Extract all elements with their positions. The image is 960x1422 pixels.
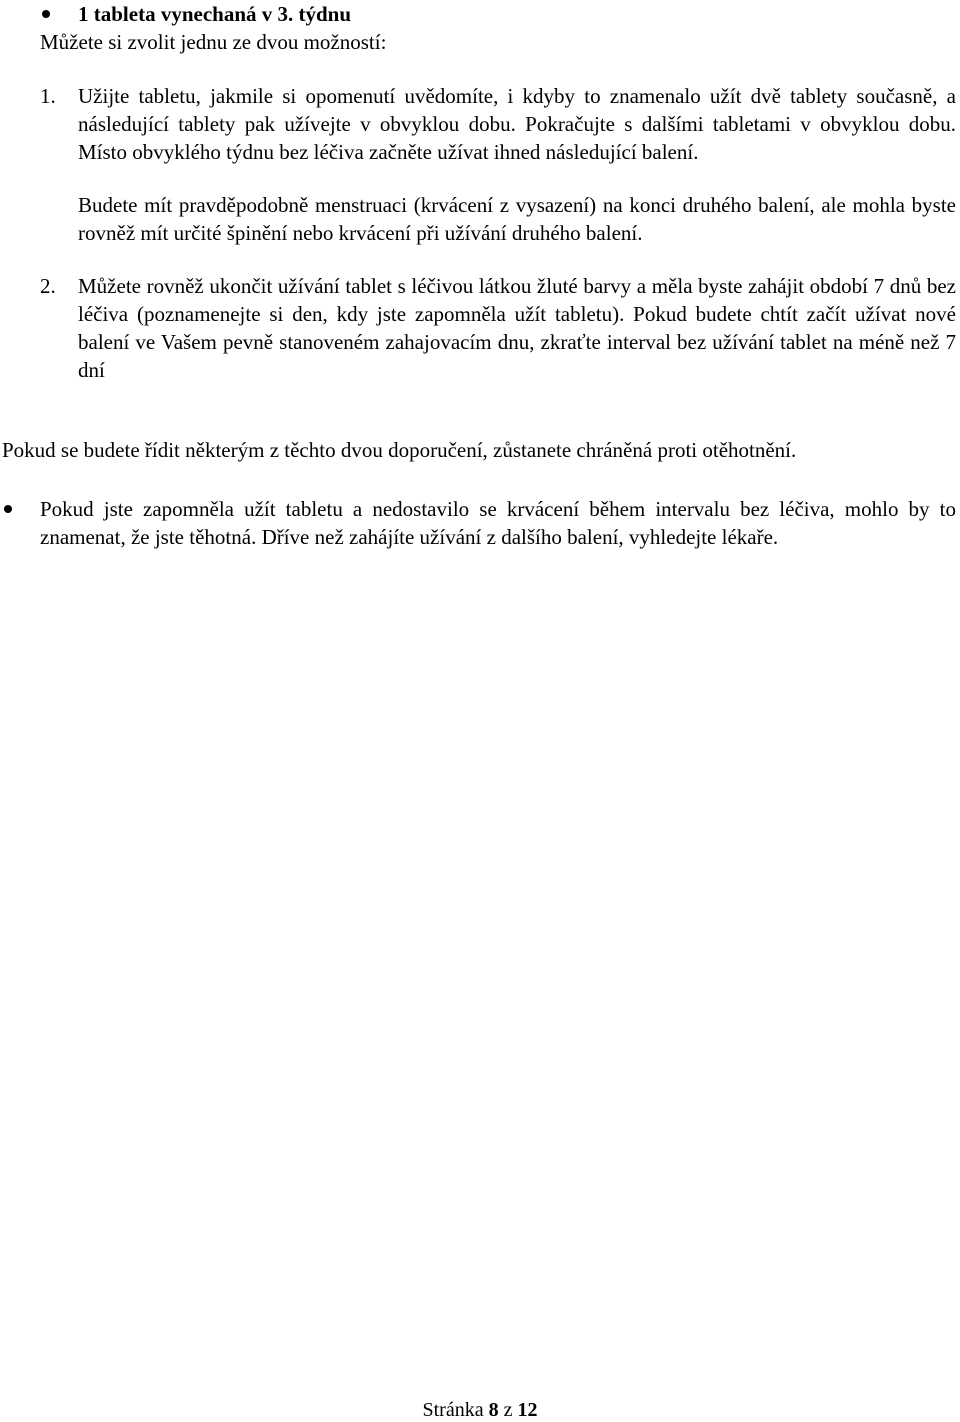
option-2-paragraph: Můžete rovněž ukončit užívání tablet s léčivou látkou žluté barvy a měla byste zahájit období 7 dnů bez léčiva (poznamenejte si den, kdy jste zapomněla užít tabletu). Pokud budete chtít začít užívat nové balení ve Vašem pevně stanoveném zahajovacím dnu, zkraťte interval bez užívání tablet na méně než 7 dní (78, 274, 956, 382)
footer-page-number: 8 (488, 1399, 499, 1421)
intro-text: Můžete si zvolit jednu ze dvou možností: (40, 30, 387, 54)
summary-text: Pokud se budete řídit některým z těchto dvou doporučení, zůstanete chráněná proti otěhotnění. (2, 438, 797, 462)
bullet-icon (4, 505, 12, 513)
footer-separator: z (503, 1399, 513, 1421)
option-1-paragraph-2: Budete mít pravděpodobně menstruaci (krvácení z vysazení) na konci druhého balení, ale mohla byste rovněž mít určité špinění nebo krvácení při užívání druhého balení. (78, 193, 956, 245)
page-footer (0, 1398, 960, 1422)
footer-prefix: Stránka (422, 1399, 484, 1421)
bullet-paragraph: Pokud jste zapomněla užít tabletu a nedostavilo se krvácení během intervalu bez léčiva, mohlo by to znamenat, že jste těhotná. Dříve než zahájíte užívání z dalšího balení, vyhledejte lékaře. (40, 497, 956, 549)
option-1-paragraph-1: Užijte tabletu, jakmile si opomenutí uvědomíte, i kdyby to znamenalo užít dvě tablety současně, a následující tablety pak užívejte v obvyklou dobu. Pokračujte s dalšími tabletami v obvyklou dobu. Místo obvyklého týdnu bez léčiva začněte užívat ihned následující balení. (78, 84, 956, 164)
option-1-number: 1. (40, 84, 56, 108)
bullet-icon (42, 10, 50, 18)
section-heading: 1 tableta vynechaná v 3. týdnu (78, 2, 352, 26)
option-2-number: 2. (40, 274, 56, 298)
footer-page-total: 12 (517, 1399, 538, 1421)
